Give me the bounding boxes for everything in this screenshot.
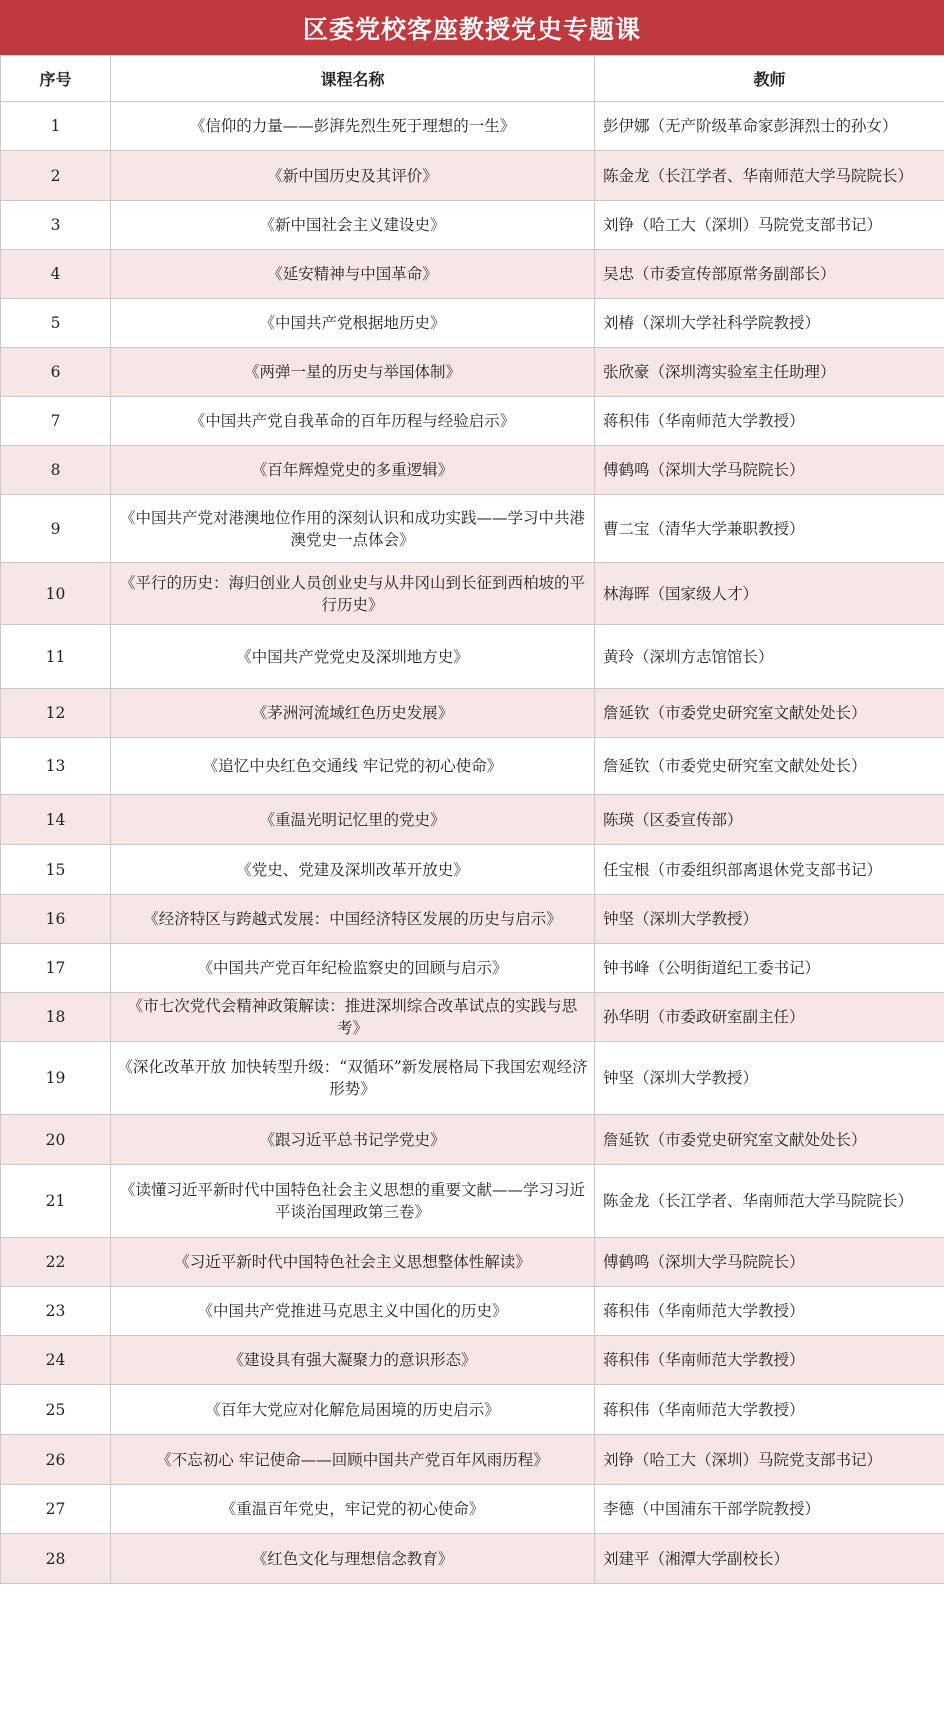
page-title: 区委党校客座教授党史专题课 [0, 0, 944, 55]
table-row [1, 1238, 944, 1287]
cell-teacher: 曹二宝（清华大学兼职教授） [595, 495, 944, 563]
cell-seq: 12 [1, 689, 111, 738]
cell-seq: 5 [1, 299, 111, 348]
table-row [1, 299, 944, 348]
cell-course: 《习近平新时代中国特色社会主义思想整体性解读》 [111, 1238, 595, 1287]
cell-course: 《两弹一星的历史与举国体制》 [111, 348, 595, 397]
table-row [1, 1287, 944, 1336]
table-row [1, 102, 944, 151]
table-header-row [1, 56, 944, 102]
cell-course: 《中国共产党推进马克思主义中国化的历史》 [111, 1287, 595, 1336]
cell-teacher: 詹延钦（市委党史研究室文献处处长） [595, 738, 944, 795]
cell-seq: 20 [1, 1115, 111, 1165]
cell-course: 《中国共产党根据地历史》 [111, 299, 595, 348]
cell-seq: 4 [1, 250, 111, 299]
cell-course: 《茅洲河流域红色历史发展》 [111, 689, 595, 738]
table-row [1, 625, 944, 689]
cell-seq: 16 [1, 895, 111, 944]
cell-teacher: 陈金龙（长江学者、华南师范大学马院院长） [595, 151, 944, 201]
cell-teacher: 任宝根（市委组织部离退休党支部书记） [595, 845, 944, 895]
cell-seq: 2 [1, 151, 111, 201]
cell-course: 《重温百年党史，牢记党的初心使命》 [111, 1485, 595, 1534]
table-row [1, 895, 944, 944]
table-row [1, 397, 944, 446]
table-row [1, 944, 944, 993]
course-table [0, 55, 944, 1584]
cell-course: 《红色文化与理想信念教育》 [111, 1534, 595, 1584]
cell-seq: 27 [1, 1485, 111, 1534]
cell-teacher: 蒋积伟（华南师范大学教授） [595, 1287, 944, 1336]
table-row [1, 1534, 944, 1584]
cell-seq: 1 [1, 102, 111, 151]
cell-teacher: 傅鹤鸣（深圳大学马院院长） [595, 446, 944, 495]
cell-teacher: 蒋积伟（华南师范大学教授） [595, 1385, 944, 1435]
table-row [1, 1115, 944, 1165]
cell-seq: 25 [1, 1385, 111, 1435]
header-teacher: 教师 [595, 56, 944, 102]
cell-seq: 23 [1, 1287, 111, 1336]
cell-teacher: 刘铮（哈工大（深圳）马院党支部书记） [595, 1435, 944, 1485]
cell-teacher: 孙华明（市委政研室副主任） [595, 993, 944, 1042]
cell-seq: 24 [1, 1336, 111, 1385]
cell-teacher: 黄玲（深圳方志馆馆长） [595, 625, 944, 689]
cell-teacher: 钟坚（深圳大学教授） [595, 1042, 944, 1115]
table-row [1, 201, 944, 250]
cell-course: 《经济特区与跨越式发展：中国经济特区发展的历史与启示》 [111, 895, 595, 944]
cell-seq: 14 [1, 795, 111, 845]
cell-course: 《中国共产党百年纪检监察史的回顾与启示》 [111, 944, 595, 993]
cell-seq: 22 [1, 1238, 111, 1287]
cell-teacher: 张欣豪（深圳湾实验室主任助理） [595, 348, 944, 397]
cell-teacher: 蒋积伟（华南师范大学教授） [595, 397, 944, 446]
cell-course: 《重温光明记忆里的党史》 [111, 795, 595, 845]
cell-teacher: 詹延钦（市委党史研究室文献处处长） [595, 689, 944, 738]
cell-course: 《深化改革开放 加快转型升级：“双循环”新发展格局下我国宏观经济形势》 [111, 1042, 595, 1115]
cell-seq: 10 [1, 563, 111, 625]
table-row [1, 689, 944, 738]
cell-course: 《跟习近平总书记学党史》 [111, 1115, 595, 1165]
cell-seq: 19 [1, 1042, 111, 1115]
cell-teacher: 蒋积伟（华南师范大学教授） [595, 1336, 944, 1385]
table-row [1, 1485, 944, 1534]
table-row [1, 563, 944, 625]
cell-course: 《新中国社会主义建设史》 [111, 201, 595, 250]
header-seq: 序号 [1, 56, 111, 102]
table-row [1, 993, 944, 1042]
cell-teacher: 刘建平（湘潭大学副校长） [595, 1534, 944, 1584]
cell-seq: 18 [1, 993, 111, 1042]
cell-course: 《信仰的力量——彭湃先烈生死于理想的一生》 [111, 102, 595, 151]
table-row [1, 1336, 944, 1385]
cell-teacher: 陈瑛（区委宣传部） [595, 795, 944, 845]
cell-seq: 21 [1, 1165, 111, 1238]
cell-teacher: 刘椿（深圳大学社科学院教授） [595, 299, 944, 348]
cell-seq: 13 [1, 738, 111, 795]
cell-teacher: 钟坚（深圳大学教授） [595, 895, 944, 944]
cell-seq: 7 [1, 397, 111, 446]
cell-seq: 26 [1, 1435, 111, 1485]
cell-course: 《新中国历史及其评价》 [111, 151, 595, 201]
table-row [1, 1042, 944, 1115]
cell-teacher: 刘铮（哈工大（深圳）马院党支部书记） [595, 201, 944, 250]
table-row [1, 151, 944, 201]
table-row [1, 495, 944, 563]
cell-course: 《中国共产党自我革命的百年历程与经验启示》 [111, 397, 595, 446]
header-course: 课程名称 [111, 56, 595, 102]
cell-teacher: 陈金龙（长江学者、华南师范大学马院院长） [595, 1165, 944, 1238]
cell-course: 《百年辉煌党史的多重逻辑》 [111, 446, 595, 495]
cell-seq: 9 [1, 495, 111, 563]
cell-seq: 28 [1, 1534, 111, 1584]
table-row [1, 1435, 944, 1485]
cell-course: 《追忆中央红色交通线 牢记党的初心使命》 [111, 738, 595, 795]
cell-teacher: 彭伊娜（无产阶级革命家彭湃烈士的孙女） [595, 102, 944, 151]
cell-seq: 15 [1, 845, 111, 895]
table-row [1, 845, 944, 895]
cell-teacher: 吴忠（市委宣传部原常务副部长） [595, 250, 944, 299]
cell-course: 《党史、党建及深圳改革开放史》 [111, 845, 595, 895]
cell-teacher: 钟书峰（公明街道纪工委书记） [595, 944, 944, 993]
table-row [1, 1165, 944, 1238]
table-row [1, 250, 944, 299]
cell-seq: 8 [1, 446, 111, 495]
cell-course: 《中国共产党党史及深圳地方史》 [111, 625, 595, 689]
cell-teacher: 林海晖（国家级人才） [595, 563, 944, 625]
cell-seq: 17 [1, 944, 111, 993]
table-row [1, 446, 944, 495]
cell-course: 《平行的历史：海归创业人员创业史与从井冈山到长征到西柏坡的平行历史》 [111, 563, 595, 625]
cell-seq: 6 [1, 348, 111, 397]
cell-course: 《百年大党应对化解危局困境的历史启示》 [111, 1385, 595, 1435]
table-row [1, 738, 944, 795]
table-row [1, 348, 944, 397]
cell-teacher: 李德（中国浦东干部学院教授） [595, 1485, 944, 1534]
cell-teacher: 詹延钦（市委党史研究室文献处处长） [595, 1115, 944, 1165]
cell-course: 《中国共产党对港澳地位作用的深刻认识和成功实践——学习中共港澳党史一点体会》 [111, 495, 595, 563]
cell-course: 《建设具有强大凝聚力的意识形态》 [111, 1336, 595, 1385]
table-row [1, 795, 944, 845]
cell-course: 《不忘初心 牢记使命——回顾中国共产党百年风雨历程》 [111, 1435, 595, 1485]
cell-course: 《延安精神与中国革命》 [111, 250, 595, 299]
cell-teacher: 傅鹤鸣（深圳大学马院院长） [595, 1238, 944, 1287]
cell-seq: 11 [1, 625, 111, 689]
cell-seq: 3 [1, 201, 111, 250]
cell-course: 《市七次党代会精神政策解读：推进深圳综合改革试点的实践与思考》 [111, 993, 595, 1042]
table-row [1, 1385, 944, 1435]
cell-course: 《读懂习近平新时代中国特色社会主义思想的重要文献——学习习近平谈治国理政第三卷》 [111, 1165, 595, 1238]
table-body [1, 102, 944, 1584]
